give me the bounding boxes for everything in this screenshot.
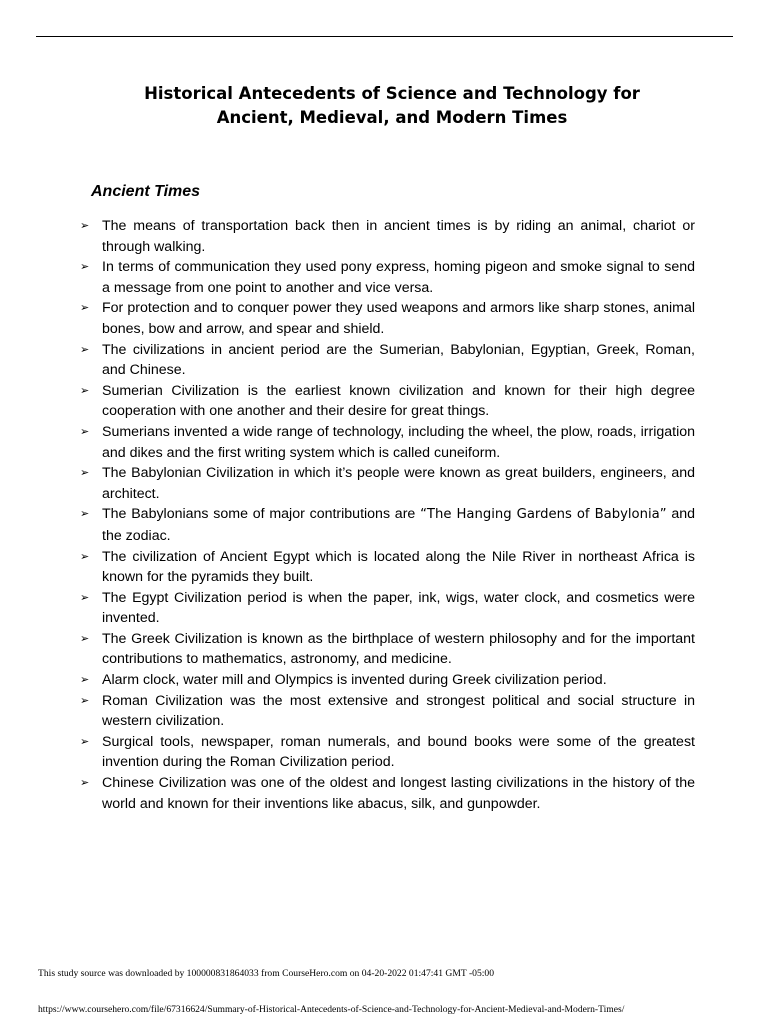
list-item xyxy=(80,381,695,422)
arrow-bullet-icon: ➢ xyxy=(80,508,90,521)
arrow-bullet-icon: ➢ xyxy=(80,550,90,563)
arrow-bullet-icon: ➢ xyxy=(80,220,90,232)
list-item-text: The Babylonian Civilization in which it’s people were known as great builders, engineers, and architect. xyxy=(102,465,695,502)
list-item-text: The means of transportation back then in ancient times is by riding an animal, chariot or through walking. xyxy=(102,218,695,255)
list-item-text: Sumerians invented a wide range of technology, including the wheel, the plow, roads, irrigation and dikes and the first writing system which is called cuneiform. xyxy=(102,423,695,461)
arrow-bullet-icon: ➢ xyxy=(80,384,90,397)
arrow-bullet-icon: ➢ xyxy=(80,302,90,315)
list-item xyxy=(80,463,695,504)
arrow-bullet-icon: ➢ xyxy=(80,591,90,604)
list-item-text: The civilization of Ancient Egypt which is located along the Nile River in northeast Africa is known for the pyramids they built. xyxy=(102,548,695,586)
list-item xyxy=(80,216,695,257)
source-url[interactable]: https://www.coursehero.com/file/67316624/Summary-of-Historical-Antecedents-of-Science-and-Technology-for-Ancient-Medieval-and-Modern-Times/ xyxy=(38,1004,625,1015)
list-item xyxy=(80,629,695,670)
list-item-text-before-quote: The Babylonians some of major contributions are xyxy=(102,506,421,523)
arrow-bullet-icon: ➢ xyxy=(80,632,90,645)
list-item-text xyxy=(102,504,695,546)
document-title-line-1: Historical Antecedents of Science and Technology for xyxy=(144,84,640,103)
list-item xyxy=(80,504,695,546)
list-item xyxy=(80,547,695,588)
arrow-bullet-icon: ➢ xyxy=(80,425,90,438)
bullet-list xyxy=(80,216,695,814)
arrow-bullet-icon: ➢ xyxy=(80,735,90,748)
arrow-bullet-icon: ➢ xyxy=(80,467,90,480)
list-item-text: The Greek Civilization is known as the birthplace of western philosophy and for the important contributions to mathematics, astronomy, and medicine. xyxy=(102,630,695,668)
download-source-note: This study source was downloaded by 100000831864033 from CourseHero.com on 04-20-2022 01:47:41 GMT -05:00 xyxy=(38,968,495,979)
list-item-text: In terms of communication they used pony express, homing pigeon and smoke signal to send a message from one point to another and vice versa. xyxy=(102,259,695,296)
list-item xyxy=(80,670,695,691)
list-item xyxy=(80,732,695,773)
document-title xyxy=(80,82,704,130)
quoted-title: “The Hanging Gardens of Babylonia” xyxy=(420,507,667,523)
list-item-text-after-quote: and the zodiac. xyxy=(102,506,695,544)
section-heading-ancient-times: Ancient Times xyxy=(91,183,201,200)
list-item xyxy=(80,691,695,732)
arrow-bullet-icon: ➢ xyxy=(80,674,90,687)
list-item-text: The civilizations in ancient period are the Sumerian, Babylonian, Egyptian, Greek, Roman, and Chinese. xyxy=(102,341,695,379)
list-item xyxy=(80,257,695,298)
list-item-text: The Egypt Civilization period is when the paper, ink, wigs, water clock, and cosmetics were invented. xyxy=(102,589,695,627)
list-item-text: Chinese Civilization was one of the oldest and longest lasting civilizations in the history of the world and known for their inventions like abacus, silk, and gunpowder. xyxy=(102,775,695,812)
list-item xyxy=(80,773,695,814)
list-item xyxy=(80,588,695,629)
list-item xyxy=(80,298,695,339)
list-item-text: For protection and to conquer power they used weapons and armors like sharp stones, animal bones, bow and arrow, and spear and shield. xyxy=(102,300,695,337)
arrow-bullet-icon: ➢ xyxy=(80,261,90,274)
list-item xyxy=(80,340,695,381)
arrow-bullet-icon: ➢ xyxy=(80,694,90,707)
top-rule xyxy=(36,36,733,37)
list-item-text: Sumerian Civilization is the earliest known civilization and known for their high degree cooperation with one another and their desire for great things. xyxy=(102,382,695,420)
list-item-text: Surgical tools, newspaper, roman numerals, and bound books were some of the greatest invention during the Roman Civilization period. xyxy=(102,733,695,771)
list-item xyxy=(80,422,695,463)
list-item-text: Roman Civilization was the most extensive and strongest political and social structure in western civilization. xyxy=(102,692,695,730)
list-item-text: Alarm clock, water mill and Olympics is invented during Greek civilization period. xyxy=(102,672,607,689)
document-title-line-2: Ancient, Medieval, and Modern Times xyxy=(216,108,568,127)
arrow-bullet-icon: ➢ xyxy=(80,777,90,790)
arrow-bullet-icon: ➢ xyxy=(80,343,90,356)
